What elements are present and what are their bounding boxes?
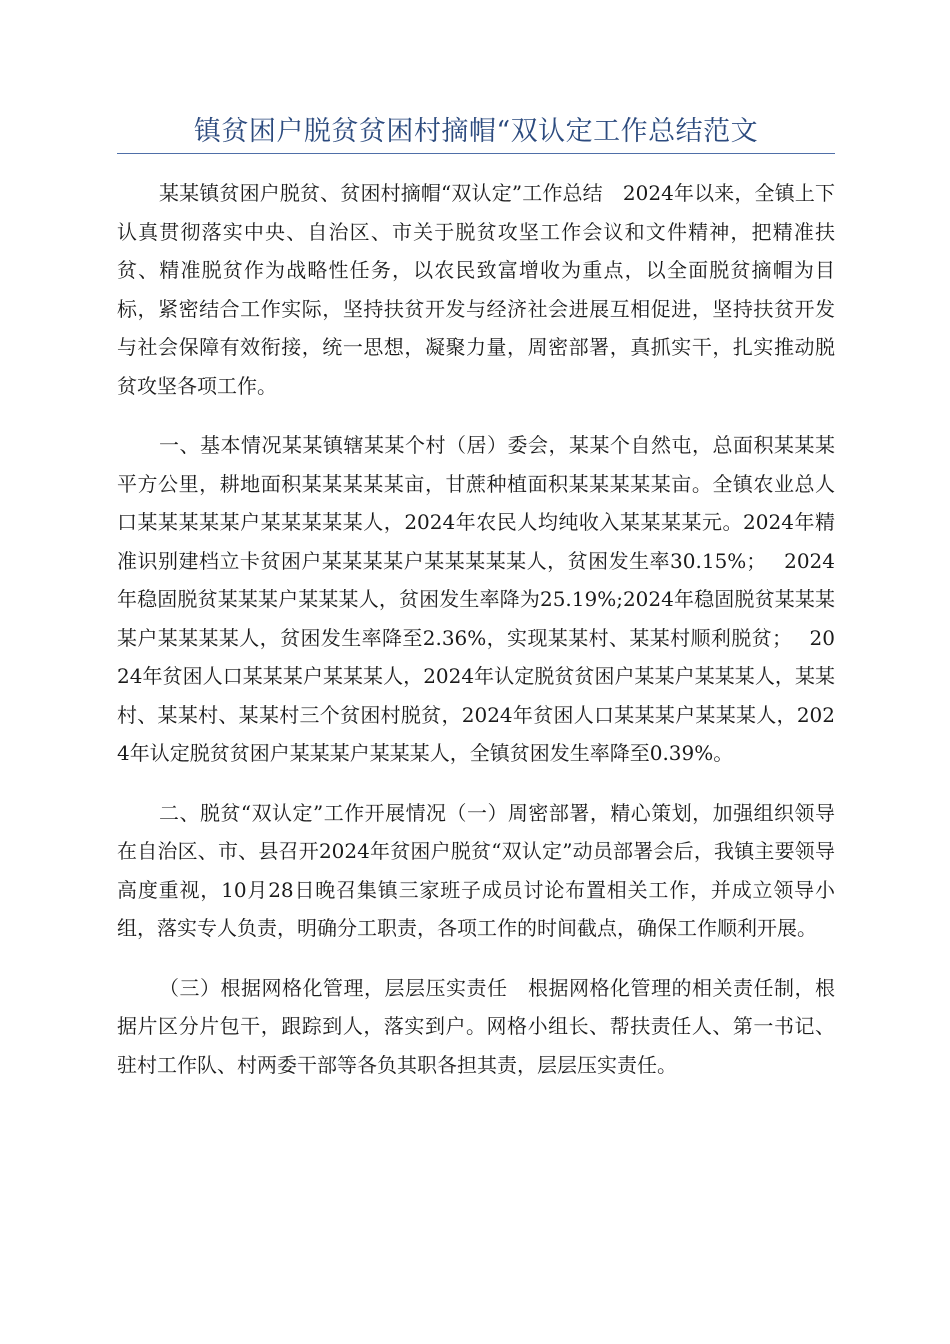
paragraph-basic-situation: 一、基本情况某某镇辖某某个村（居）委会，某某个自然屯，总面积某某某平方公里，耕地面积某某某某某亩，甘蔗种植面积某某某某某亩。全镇农业总人口某某某某某户某某某某某人，2024年农民人均纯收入某某某某元。2024年精准识别建档立卡贫困户某某某某户某某某某某人，贫困发生率30.15%； 2024年稳固脱贫某某某户某某某人，贫困发生率降为25.19%;2024年稳固脱贫某某某某户某某某某人，贫困发生率降至2.36%，实现某某村、某某村顺利脱贫； 2024年贫困人口某某某户某某某人，2024年认定脱贫贫困户某某户某某某人，某某村、某某村、某某村三个贫困村脱贫，2024年贫困人口某某某户某某某人，2024年认定脱贫贫困户某某某户某某某人，全镇贫困发生率降至0.39%。: [117, 433, 835, 765]
document-title: 镇贫困户脱贫贫困村摘帽“双认定工作总结范文: [193, 116, 759, 147]
document-body: [117, 174, 835, 1105]
paragraph-intro: 某某镇贫困户脱贫、贫困村摘帽“双认定”工作总结 2024年以来，全镇上下认真贯彻落实中央、自治区、市关于脱贫攻坚工作会议和文件精神，把精准扶贫、精准脱贫作为战略性任务，以农民致富增收为重点，以全面脱贫摘帽为目标，紧密结合工作实际，坚持扶贫开发与经济社会进展互相促进，坚持扶贫开发与社会保障有效衔接，统一思想，凝聚力量，周密部署，真抓实干，扎实推动脱贫攻坚各项工作。: [117, 181, 835, 398]
paragraph-grid-management: （三）根据网格化管理，层层压实责任 根据网格化管理的相关责任制，根据片区分片包干，跟踪到人，落实到户。网格小组长、帮扶责任人、第一书记、驻村工作队、村两委干部等各负其职各担其责，层层压实责任。: [117, 975, 835, 1077]
title-underline-divider: [117, 153, 835, 154]
paragraph-work-progress: 二、脱贫“双认定”工作开展情况（一）周密部署，精心策划，加强组织领导在自治区、市、县召开2024年贫困户脱贫“双认定”动员部署会后，我镇主要领导高度重视，10月28日晚召集镇三家班子成员讨论布置相关工作，并成立领导小组，落实专人负责，明确分工职责，各项工作的时间截点，确保工作顺利开展。: [117, 800, 835, 940]
